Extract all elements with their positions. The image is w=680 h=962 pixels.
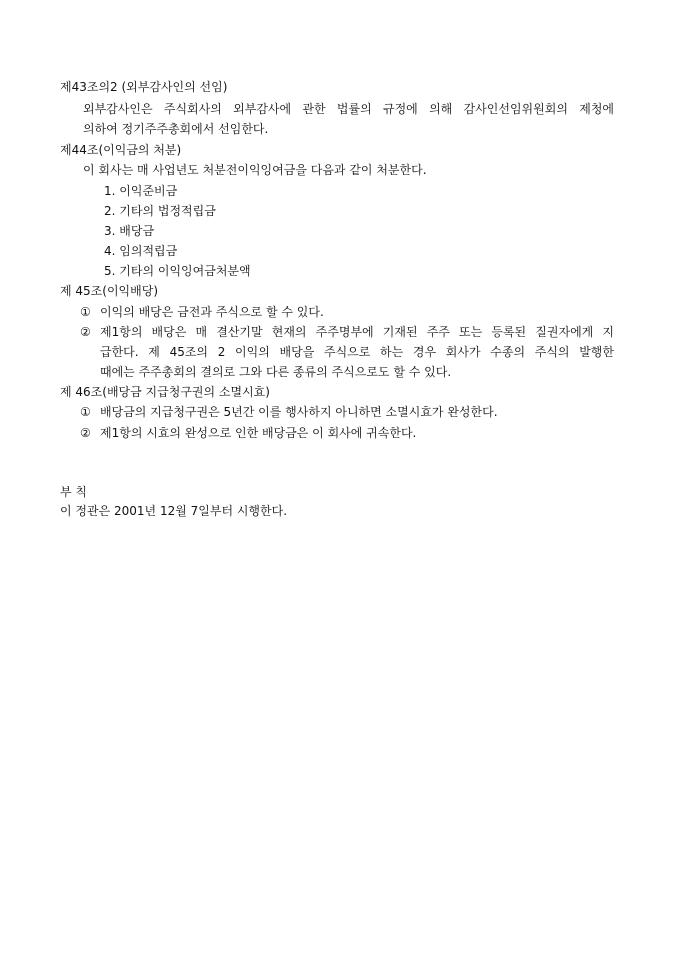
article-46-heading: 제 46조(배당금 지급청구권의 소멸시효) xyxy=(60,385,270,399)
paragraph-text: 이익의 배당은 금전과 주식으로 할 수 있다. xyxy=(100,305,324,319)
article-44-item: 1. 이익준비금 xyxy=(104,184,178,198)
paragraph-number: ① xyxy=(80,305,91,319)
article-44-heading: 제44조(이익금의 처분) xyxy=(60,143,182,157)
article-44-item: 4. 임의적립금 xyxy=(104,244,178,258)
article-45-paragraph-2-line-2: 급한다. 제 45조의 2 이익의 배당을 주식으로 하는 경우 회사가 수종의 주식의 발행한 xyxy=(100,345,614,359)
paragraph-text: 배당금의 지급청구권은 5년간 이를 행사하지 아니하면 소멸시효가 완성한다. xyxy=(100,405,498,419)
addendum-text: 이 정관은 2001년 12월 7일부터 시행한다. xyxy=(60,504,288,518)
article-45-paragraph-2-line-3: 때에는 주주총회의 결의로 그와 다른 종류의 주식으로도 할 수 있다. xyxy=(100,365,452,379)
article-46-paragraph-2 xyxy=(80,425,416,441)
article-45-paragraph-2-number: ② xyxy=(80,325,91,339)
article-44-item: 2. 기타의 법정적립금 xyxy=(104,204,216,218)
addendum-heading: 부 칙 xyxy=(60,485,87,499)
article-43-2-body-line-2: 의하여 정기주주총회에서 선임한다. xyxy=(83,122,269,136)
article-45-heading: 제 45조(이익배당) xyxy=(60,284,158,298)
paragraph-text: 제1항의 시효의 완성으로 인한 배당금은 이 회사에 귀속한다. xyxy=(100,426,417,440)
article-46-paragraph-1 xyxy=(80,404,498,420)
paragraph-number: ① xyxy=(80,405,91,419)
article-45-paragraph-2-line-1: 제1항의 배당은 매 결산기말 현재의 주주명부에 기재된 주주 또는 등록된 질권자에게 지 xyxy=(100,325,614,339)
article-45-paragraph-1 xyxy=(80,304,324,320)
article-44-item: 5. 기타의 이익잉여금처분액 xyxy=(104,264,251,278)
article-43-2-body-line-1: 외부감사인은 주식회사의 외부감사에 관한 법률의 규정에 의해 감사인선임위원회의 제청에 xyxy=(83,102,614,116)
article-44-intro: 이 회사는 매 사업년도 처분전이익잉여금을 다음과 같이 처분한다. xyxy=(83,163,427,177)
article-43-2-heading: 제43조의2 (외부감사인의 선임) xyxy=(60,80,228,94)
paragraph-number: ② xyxy=(80,426,91,440)
article-44-item: 3. 배당금 xyxy=(104,224,155,238)
